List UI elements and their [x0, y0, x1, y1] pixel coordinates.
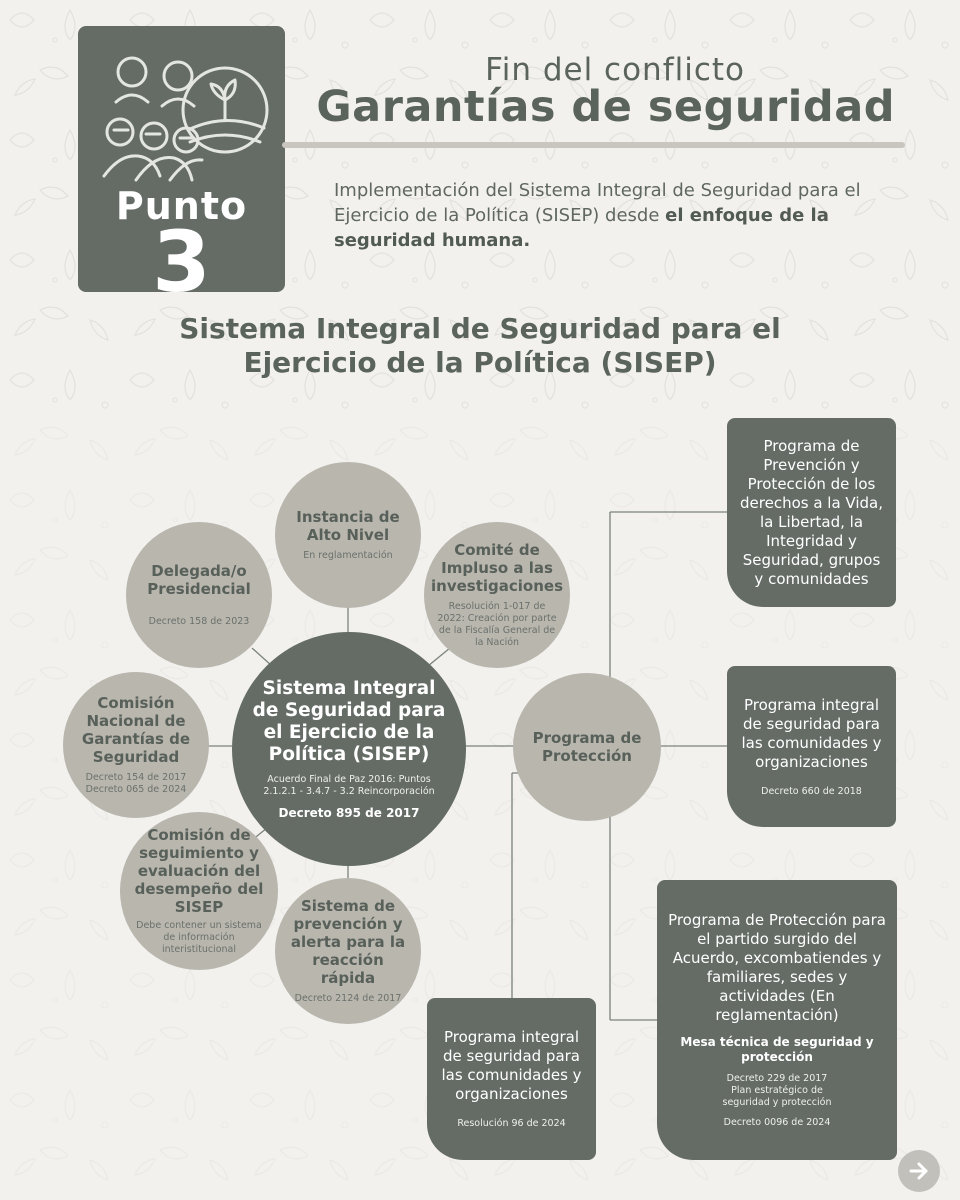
intro-emphasis: el enfoque de la seguridad humana.: [334, 205, 829, 251]
card-title: Programa de Protección para el partido surgido del Acuerdo, excombatiendes y familiares, sedes y actividades (En reglamentación): [668, 911, 886, 1024]
node-programa-proteccion: [513, 673, 661, 821]
card-sub-2: Decreto 0096 de 2024: [723, 1117, 831, 1128]
header-intro: [334, 178, 894, 253]
node-title: Instancia de Alto Nivel: [296, 508, 400, 544]
card-mesa: Mesa técnica de seguridad y protección: [680, 1035, 874, 1064]
center-decree: Decreto 895 de 2017: [278, 806, 420, 820]
card-title: Programa integral de seguridad para las comunidades y organizaciones: [741, 695, 882, 771]
node-title: Sistema de prevención y alerta para la reacción rápida: [290, 897, 406, 987]
node-sistema-alerta: [275, 878, 421, 1024]
card-title: Programa de Prevención y Protección de los derechos a la Vida, la Libertad, la Integridad y Seguridad, grupos y comunidades: [740, 436, 883, 588]
node-title: Delegada/o Presidencial: [147, 562, 251, 598]
card-title: Programa integral de seguridad para las comunidades y organizaciones: [441, 1028, 582, 1103]
card-programa-integral-96: [427, 998, 596, 1160]
next-button[interactable]: [898, 1150, 940, 1192]
node-sisep-center: [232, 632, 466, 866]
card-sub: Decreto 229 de 2017 Plan estratégico de seguridad y protección: [722, 1073, 832, 1108]
center-title: Sistema Integral de Seguridad para el Ejercicio de la Política (SISEP): [252, 678, 446, 765]
header-title: Garantías de seguridad: [316, 82, 895, 132]
card-programa-integral-660: [727, 666, 896, 827]
header-divider: [282, 142, 905, 148]
node-sub: Decreto 2124 de 2017: [294, 993, 402, 1004]
node-sub: Decreto 158 de 2023: [148, 616, 250, 627]
punto-badge: [78, 26, 285, 311]
card-sub: Decreto 660 de 2018: [761, 785, 862, 797]
arrow-right-icon: [906, 1158, 932, 1184]
node-sub: Debe contener un sistema de información interistitucional: [136, 920, 262, 955]
punto-label: Punto: [115, 184, 248, 228]
node-comision-nacional: [63, 672, 209, 818]
node-delegada-presidencial: [126, 522, 272, 668]
node-comite-investigaciones: [424, 522, 570, 668]
node-sub: Decreto 154 de 2017 Decreto 065 de 2024: [85, 772, 187, 795]
node-comision-seguimiento: [120, 812, 278, 970]
node-title: Programa de Protección: [532, 729, 642, 765]
people-farm-icon: [100, 50, 270, 186]
punto-number: 3: [152, 213, 211, 311]
section-title: Sistema Integral de Seguridad para el Ejercicio de la Política (SISEP): [179, 312, 781, 379]
node-sub: Resolución 1-017 de 2022: Creación por parte de la Fiscalía General de la Nación: [437, 601, 557, 648]
node-sub: En reglamentación: [303, 550, 393, 561]
node-title: Comité de Impluso a las investigaciones: [431, 541, 564, 595]
card-prevencion-proteccion: [727, 418, 896, 607]
center-sub: Acuerdo Final de Paz 2016: Puntos 2.1.2.1 - 3.4.7 - 3.2 Reincorporación: [263, 774, 435, 797]
intro-text: Implementación del Sistema Integral de Seguridad para el Ejercicio de la Política (SISEP) desde: [334, 180, 861, 226]
header-kicker: Fin del conflicto: [485, 52, 745, 88]
node-instancia-alto-nivel: [275, 462, 421, 608]
node-title: Comisión de seguimiento y evaluación del desempeño del SISEP: [134, 826, 264, 916]
node-title: Comisión Nacional de Garantías de Seguridad: [81, 694, 191, 766]
card-proteccion-partido: [657, 880, 897, 1160]
card-sub: Resolución 96 de 2024: [457, 1118, 566, 1129]
